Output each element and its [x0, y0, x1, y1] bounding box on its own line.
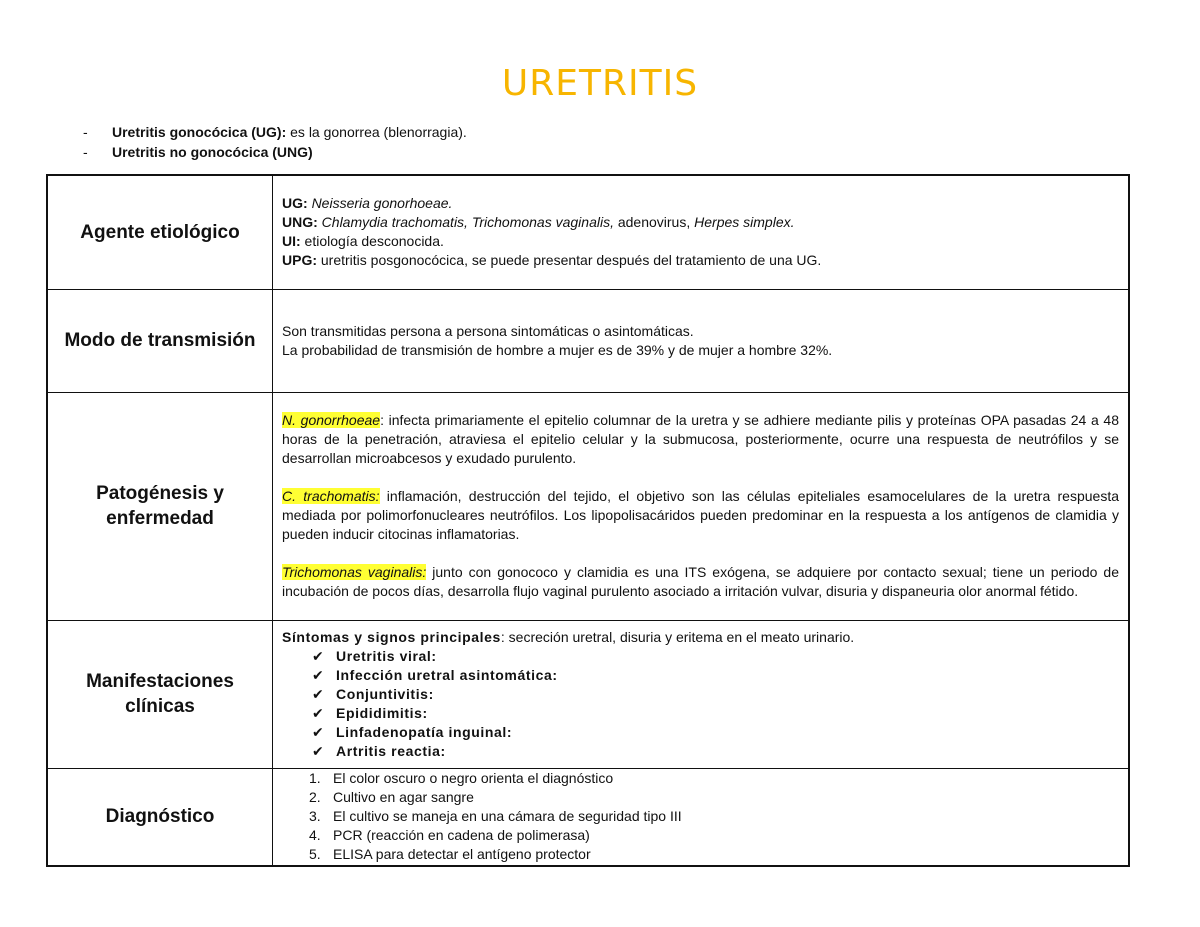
- list-item: ✔ Linfadenopatía inguinal:: [312, 723, 513, 740]
- term-ung: Uretritis no gonocócica (UNG): [112, 144, 313, 160]
- modo-line: La probabilidad de transmisión de hombre a mujer es de 39% y de mujer a hombre 32%.: [282, 341, 833, 358]
- pato-trachomatis: C. trachomatis: inflamación, destrucción del tejido, el objetivo son las células epiteliales esamocelulares de la uretra respuesta mediada por polimorfonucleares neutrófilos. Los lipopolisacáridos pueden predominar en la respuesta a los antígenos de clamidia y pueden inducir citocinas inflamatorias.: [282, 488, 1120, 542]
- line-ug: UG: Neisseria gonorhoeae.: [282, 195, 453, 212]
- bullet-dash: -: [83, 144, 88, 160]
- list-item: 1. El color oscuro o negro orienta el diagnóstico: [309, 770, 614, 787]
- pato-trichomonas: Trichomonas vaginalis: junto con gonococo y clamidia es una ITS exógena, se adquiere por contacto sexual; tiene un periodo de incubación de pocos días, desarrolla flujo vaginal purulento asociado a irritación vulvar, disuria y dispaneuria olor anormal fétido.: [282, 564, 1119, 599]
- term-ug: Uretritis gonocócica (UG):: [112, 124, 287, 140]
- check-icon: ✔: [312, 666, 324, 683]
- check-icon: ✔: [312, 742, 324, 759]
- check-icon: ✔: [312, 723, 324, 740]
- diag-list: [282, 769, 1119, 864]
- row-content-manif: [273, 620, 1130, 768]
- manif-intro: Síntomas y signos principales: secreción uretral, disuria y eritema en el meato urinario.: [282, 628, 855, 645]
- row-label-manif: Manifestaciones clínicas: [47, 620, 273, 768]
- list-item: 3. El cultivo se maneja en una cámara de seguridad tipo III: [309, 808, 682, 825]
- list-item: 5. ELISA para detectar el antígeno protector: [309, 846, 591, 863]
- row-label-diag: Diagnóstico: [47, 768, 273, 866]
- row-content-diag: [273, 768, 1130, 866]
- line-upg: UPG: uretritis posgonocócica, se puede presentar después del tratamiento de una UG.: [282, 252, 822, 269]
- list-item: ✔ Conjuntivitis:: [312, 685, 434, 702]
- list-item: [83, 142, 467, 162]
- list-item: ✔ Artritis reactia:: [312, 742, 446, 759]
- term-ug-desc: es la gonorrea (blenorragia).: [286, 124, 467, 140]
- line-ung: UNG: Chlamydia trachomatis, Trichomonas vaginalis, adenovirus, Herpes simplex.: [282, 214, 795, 231]
- bullet-dash: -: [83, 124, 88, 140]
- row-label-pato: Patogénesis y enfermedad: [47, 392, 273, 620]
- list-item: [83, 122, 467, 142]
- list-item: 4. PCR (reacción en cadena de polimerasa): [309, 827, 590, 844]
- manif-list: [282, 647, 1119, 761]
- row-label-modo: Modo de transmisión: [47, 289, 273, 392]
- pato-gonorrhoeae: N. gonorrhoeae: infecta primariamente el epitelio columnar de la uretra y se adhiere mediante pilis y proteínas OPA pasadas 24 a 48 horas de la penetración, atraviesa el epitelio celular y la submucosa, posteriormente, ocurre una respuesta de neutrófilos y se desarrollan microabcesos y exudado purulento.: [282, 412, 1119, 466]
- list-item: ✔ Uretritis viral:: [312, 647, 437, 664]
- table-row: [47, 289, 1129, 392]
- list-item: ✔ Epididimitis:: [312, 704, 428, 721]
- table-row: [47, 392, 1129, 620]
- check-icon: ✔: [312, 647, 324, 664]
- modo-line: Son transmitidas persona a persona sintomáticas o asintomáticas.: [282, 322, 694, 339]
- row-content-agente: [273, 175, 1130, 289]
- intro-list: [83, 122, 467, 162]
- row-label-agente: Agente etiológico: [47, 175, 273, 289]
- table-row: [47, 620, 1129, 768]
- list-item: 2. Cultivo en agar sangre: [309, 789, 474, 806]
- page-title: URETRITIS: [501, 63, 699, 104]
- check-icon: ✔: [312, 685, 324, 702]
- line-ui: UI: etiología desconocida.: [282, 233, 444, 250]
- check-icon: ✔: [312, 704, 324, 721]
- table-row: [47, 175, 1129, 289]
- row-content-pato: [273, 392, 1130, 620]
- row-content-modo: [273, 289, 1130, 392]
- table-row: [47, 768, 1129, 866]
- info-table: [46, 174, 1130, 867]
- list-item: ✔ Infección uretral asintomática:: [312, 666, 558, 683]
